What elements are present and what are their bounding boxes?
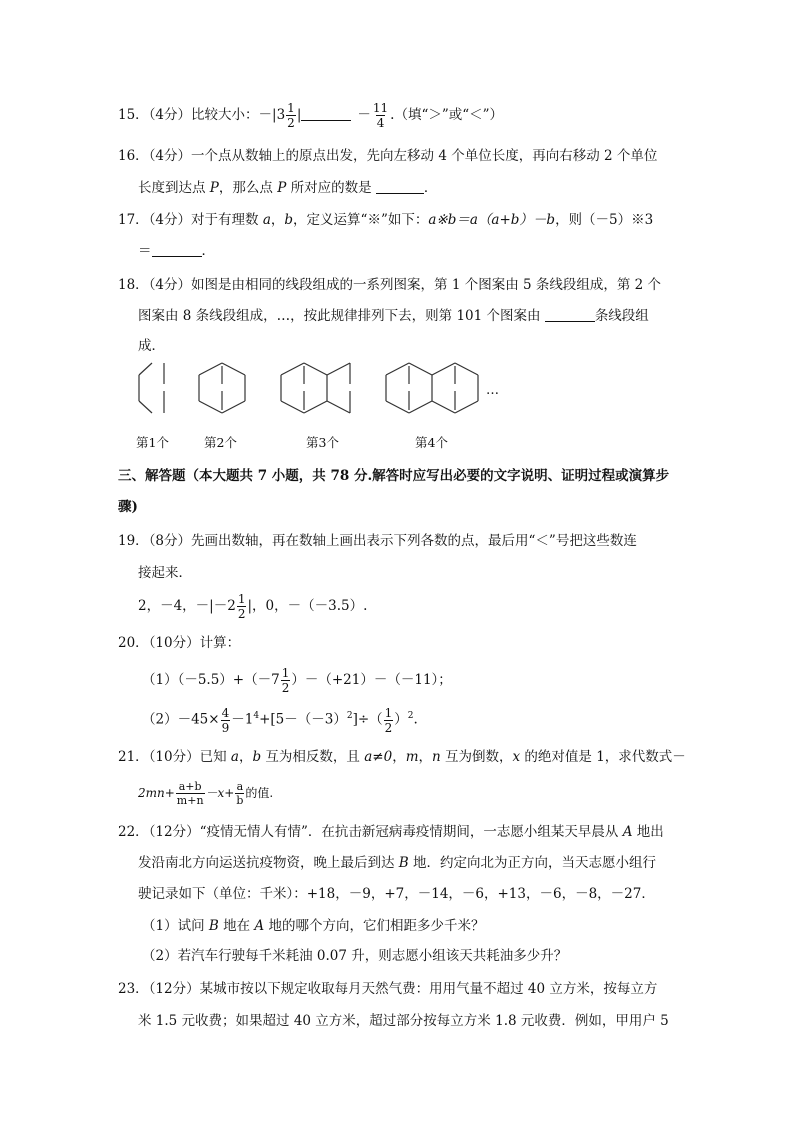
fraction: $\frac{1}{2}$: [281, 666, 290, 695]
question-19: 19．（8分）先画出数轴，再在数轴上画出表示下列各数的点，最后用“＜”号把这些数连: [118, 533, 637, 549]
question-18: 18．（4分）如图是由相同的线段组成的一系列图案，第 1 个图案由 5 条线段组成，第 2 个: [118, 277, 662, 293]
question-19-line2: 接起来．: [138, 565, 192, 581]
question-18-line2: 图案由 8 条线段组成，…，按此规律排列下去，则第 101 个图案由 条线段组: [138, 308, 649, 324]
pattern-label-2: 第2个: [204, 435, 237, 450]
answer-blank[interactable]: [376, 179, 424, 194]
fraction: $\frac{1}{2}$: [384, 705, 393, 735]
fraction: $\frac{1}{2}$: [287, 101, 295, 130]
fraction: $\frac{a}{b}$: [236, 780, 244, 807]
fraction: $\frac{a+b}{m+n}$: [176, 780, 204, 807]
question-17: 17．（4分）对于有理数 a，b，定义运算“※”如下：a※b＝a（a+b）－b，则（－5）※3: [118, 212, 654, 228]
pattern-3: [281, 363, 350, 413]
question-15: 15．（4分）比较大小：－|3 $\frac{1}{2}$ | － $\frac{11}{4}$ .（填“＞”或“＜”）: [118, 101, 504, 130]
pattern-label-1: 第1个: [136, 435, 169, 450]
answer-blank[interactable]: [545, 307, 595, 322]
question-22-part1: （1）试问 B 地在 A 地的哪个方向，它们相距多少千米？: [142, 918, 485, 934]
ellipsis: …: [486, 383, 499, 398]
pattern-figure: [134, 358, 514, 420]
pattern-label-3: 第3个: [306, 435, 339, 450]
question-17-line2: ＝ ．: [138, 243, 215, 259]
section-3-heading: 三、解答题（本大题共 7 小题，共 78 分.解答时应写出必要的文字说明、证明过程或演算步: [118, 468, 670, 484]
section-3-heading-line2: 骤): [118, 499, 138, 515]
question-18-line3: 成．: [138, 338, 165, 354]
answer-blank[interactable]: [152, 242, 202, 257]
question-21: 21．（10分）已知 a，b 互为相反数，且 a≠0，m，n 互为倒数，x 的绝对值是 1，求代数式－: [118, 749, 686, 765]
question-20-part2: （2）－45× $\frac{4}{9}$ $-1^4+[5-(-3)^2]\div$（ $\frac{1}{2}$ ）$^2$.: [142, 705, 418, 735]
question-20-part1: （1）（－5.5）+（－7 $\frac{1}{2}$ ）－（+21）－（－11）；: [142, 666, 452, 695]
question-22: 22．（12分）“疫情无情人有情”．在抗击新冠病毒疫情期间，一志愿小组某天早晨从 A 地出: [118, 824, 664, 840]
fraction: $\frac{4}{9}$: [221, 705, 230, 735]
pattern-label-4: 第4个: [415, 435, 448, 450]
question-23: 23．（12分）某城市按以下规定收取每月天然气费：用用气量不超过 40 立方米，按每立方: [118, 981, 658, 997]
question-22-line3: 驶记录如下（单位：千米）：+18，－9，+7，－14，－6，+13，－6，－8，－27．: [138, 886, 655, 902]
question-23-line2: 米 1.5 元收费；如果超过 40 立方米，超过部分按每立方米 1.8 元收费．例如，甲用户 5: [138, 1013, 669, 1029]
answer-blank[interactable]: [301, 106, 351, 121]
pattern-1: [139, 363, 164, 413]
question-21-expression: 2mn+ $\frac{a+b}{m+n}$ －x+ $\frac{a}{b}$ 的值.: [138, 780, 274, 807]
question-16: 16．（4分）一个点从数轴上的原点出发，先向左移动 4 个单位长度，再向右移动 2 个单位: [118, 148, 658, 164]
fraction: $\frac{11}{4}$: [372, 101, 389, 130]
question-20: 20．（10分）计算：: [118, 635, 241, 651]
fraction: $\frac{1}{2}$: [237, 592, 246, 621]
pattern-2: [199, 363, 245, 413]
question-22-part2: （2）若汽车行驶每千米耗油 0.07 升，则志愿小组该天共耗油多少升？: [142, 948, 568, 964]
question-22-line2: 发沿南北方向运送抗疫物资，晚上最后到达 B 地．约定向北为正方向，当天志愿小组行: [138, 855, 657, 871]
pattern-4: [386, 363, 478, 413]
question-16-line2: 长度到达点 P，那么点 P 所对应的数是 ．: [138, 180, 438, 196]
question-19-numbers: 2，－4，－|－2 $\frac{1}{2}$ |，0，－（－3.5）.: [138, 592, 368, 621]
